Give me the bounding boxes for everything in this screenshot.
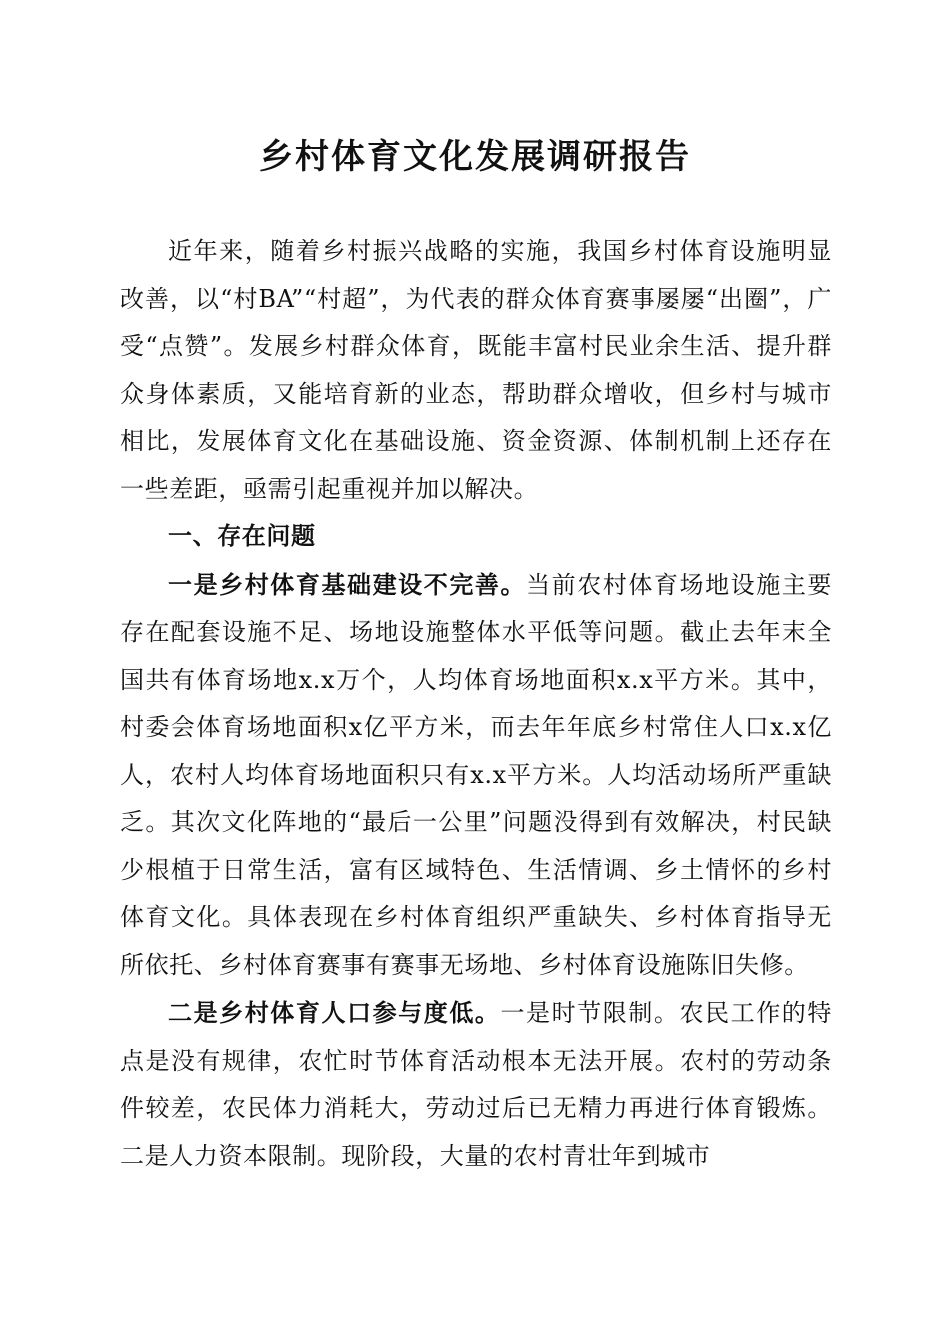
intro-paragraph: 近年来，随着乡村振兴战略的实施，我国乡村体育设施明显改善，以“村BA”“村超”，为代表的群众体育赛事屡屡“出圈”，广受“点赞”。发展乡村群众体育，既能丰富村民业余生活、提升群众身体素质，又能培育新的业态，帮助群众增收，但乡村与城市相比，发展体育文化在基础设施、资金资源、体制机制上还存在一些差距，亟需引起重视并加以解决。 (120, 237, 832, 503)
document-body (120, 228, 832, 1180)
point-one-paragraph (120, 561, 832, 990)
point-one-lead: 一是乡村体育基础建设不完善。 (168, 569, 527, 599)
section-heading: 一、存在问题 (168, 522, 316, 550)
point-two-body: 一是时节限制。农民工作的特点是没有规律，农忙时节体育活动根本无法开展。农村的劳动条件较差，农民体力消耗大，劳动过后已无精力再进行体育锻炼。二是人力资本限制。现阶段，大量的农村青壮年到城市 (120, 999, 832, 1170)
point-two-lead: 二是乡村体育人口参与度低。 (168, 998, 501, 1027)
point-one-body: 当前农村体育场地设施主要存在配套设施不足、场地设施整体水平低等问题。截止去年末全国共有体育场地x.x万个，人均体育场地面积x.x平方米。其中，村委会体育场地面积x亿平方米，而去年年底乡村常住人口x.x亿人，农村人均体育场地面积只有x.x平方米。人均活动场所严重缺乏。其次文化阵地的“最后一公里”问题没得到有效解决，村民缺少根植于日常生活，富有区域特色、生活情调、乡土情怀的乡村体育文化。具体表现在乡村体育组织严重缺失、乡村体育指导无所依托、乡村体育赛事有赛事无场地、乡村体育设施陈旧失修。 (120, 570, 832, 979)
point-two-paragraph (120, 989, 832, 1180)
document-title: 乡村体育文化发展调研报告 (259, 137, 691, 177)
